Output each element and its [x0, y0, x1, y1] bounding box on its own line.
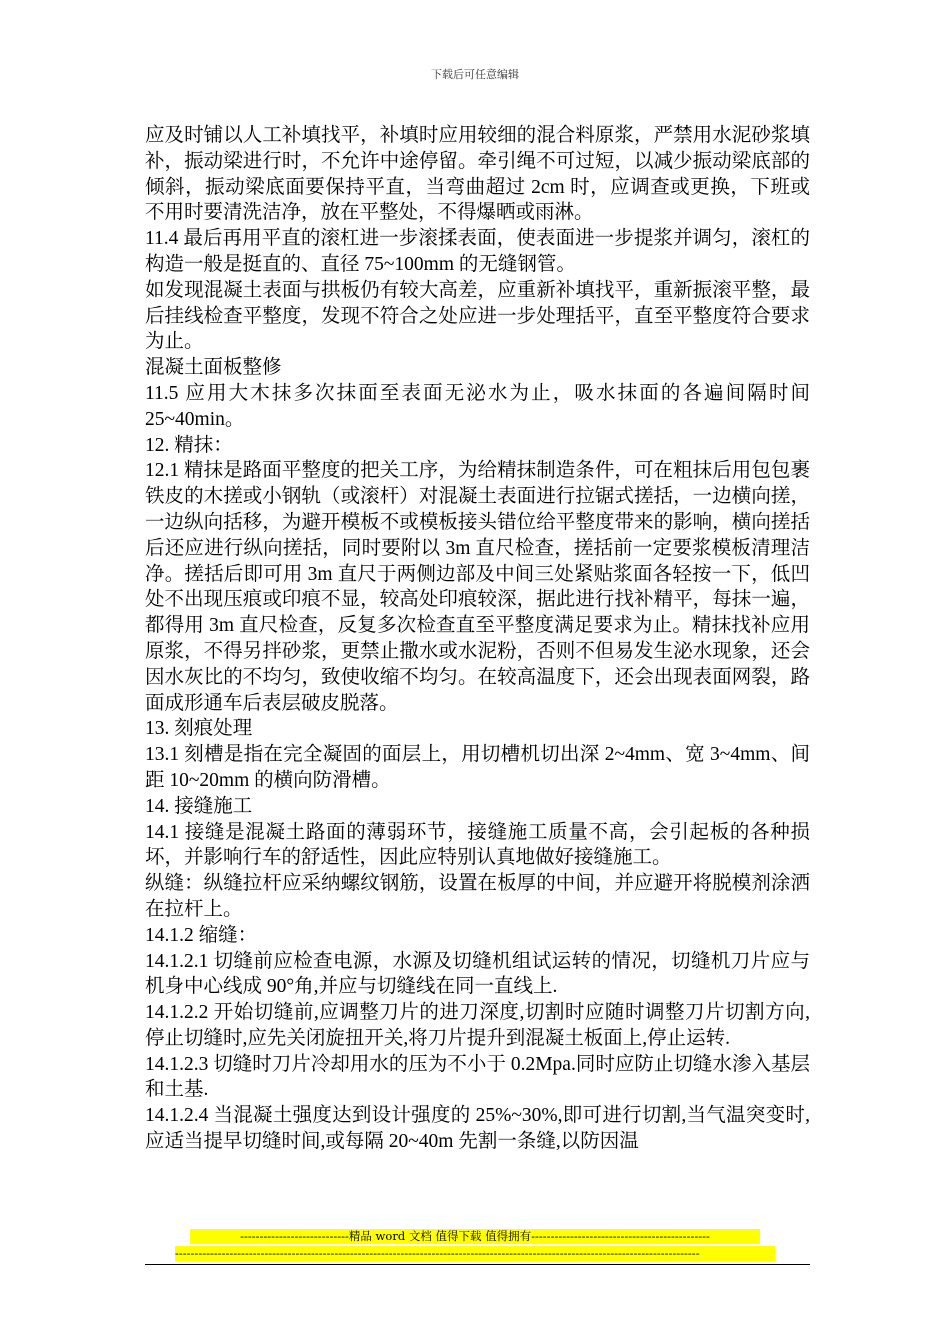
subsection-heading: 14.1.2 缩缝： [145, 924, 258, 946]
paragraph: 应及时铺以人工补填找平，补填时应用较细的混合料原浆，严禁用水泥砂浆填补，振动梁进行时，不允许中途停留。牵引绳不可过短，以减少振动梁底部的倾斜，振动梁底面要保持平直，当弯曲超过 2cm 时，应调查或更换，下班或不用时要清洗洁净，放在平整处，不得爆晒或雨淋。 [145, 125, 810, 224]
paragraph: 纵缝：纵缝拉杆应采纳螺纹钢筋，设置在板厚的中间，并应避开将脱模剂涂洒在拉杆上。 [145, 873, 810, 920]
paragraph: 11.4 最后再用平直的滚杠进一步滚揉表面，使表面进一步提浆并调匀，滚杠的构造一般是挺直的、直径 75~100mm 的无缝钢管。 [145, 228, 810, 275]
section-heading: 12. 精抹： [145, 434, 233, 456]
section-heading: 混凝土面板整修 [145, 357, 282, 379]
footer-dash-line: --------------------------------------------------------------------------------------------------------------------------------------- [175, 1246, 775, 1261]
section-heading: 13. 刻痕处理 [145, 718, 253, 740]
footer-banner: ----------------------------精品 word 文档 值得下载 值得拥有---------------------------------------------- [190, 1229, 760, 1244]
paragraph: 12.1 精抹是路面平整度的把关工序，为给精抹制造条件，可在粗抹后用包包裹铁皮的木搓或小钢轨（或滚杆）对混凝土表面进行拉锯式搓括，一边横向搓，一边纵向括移，为避开模板不或模板接头错位给平整度带来的影响，横向搓括后还应进行纵向搓括，同时要附以 3m 直尺检查，搓括前一定要浆模板清理洁净。搓括后即可用 3m 直尺于两侧边部及中间三处紧贴浆面各轻按一下，低凹处不出现压痕或印痕不显，较高处印痕较深，据此进行找补精平，每抹一遍，都得用 3m 直尺检查，反复多次检查直至平整度满足要求为止。精抹找补应用原浆，不得另拌砂浆，更禁止撒水或水泥粉，否则不但易发生泌水现象，还会因水灰比的不均匀，致使收缩不均匀。在较高温度下，还会出现表面网裂，路面成形通车后表层破皮脱落。 [145, 460, 810, 714]
document-body [145, 123, 810, 1155]
page-header: 下载后可任意编辑 [431, 68, 519, 81]
paragraph: 14.1.2.1 切缝前应检查电源，水源及切缝机组试运转的情况，切缝机刀片应与机身中心线成 90°角,并应与切缝线在同一直线上. [145, 950, 810, 998]
paragraph: 如发现混凝土表面与拱板仍有较大高差，应重新补填找平，重新振滚平整，最后挂线检查平整度，发现不符合之处应进一步处理括平，直至平整度符合要求为止。 [145, 279, 810, 353]
paragraph: 14.1.2.2 开始切缝前,应调整刀片的进刀深度,切割时应随时调整刀片切割方向,停止切缝时,应先关闭旋扭开关,将刀片提升到混凝土板面上,停止运转. [145, 1002, 810, 1049]
section-heading: 14. 接缝施工 [145, 795, 253, 817]
footer-rule [145, 1264, 810, 1265]
paragraph: 14.1 接缝是混凝土路面的薄弱环节，接缝施工质量不高，会引起板的各种损坏，并影响行车的舒适性，因此应特别认真地做好接缝施工。 [145, 821, 810, 869]
paragraph: 13.1 刻槽是指在完全凝固的面层上，用切槽机切出深 2~4mm、宽 3~4mm、间距 10~20mm 的横向防滑槽。 [145, 744, 810, 791]
paragraph: 11.5 应用大木抹多次抹面至表面无泌水为止，吸水抹面的各遍间隔时间 25~40min。 [145, 382, 810, 430]
paragraph: 14.1.2.3 切缝时刀片冷却用水的压为不小于 0.2Mpa.同时应防止切缝水渗入基层和土基. [145, 1053, 810, 1101]
paragraph: 14.1.2.4 当混凝土强度达到设计强度的 25%~30%,即可进行切割,当气温突变时,应适当提早切缝时间,或每隔 20~40m 先割一条缝,以防因温 [145, 1105, 810, 1153]
